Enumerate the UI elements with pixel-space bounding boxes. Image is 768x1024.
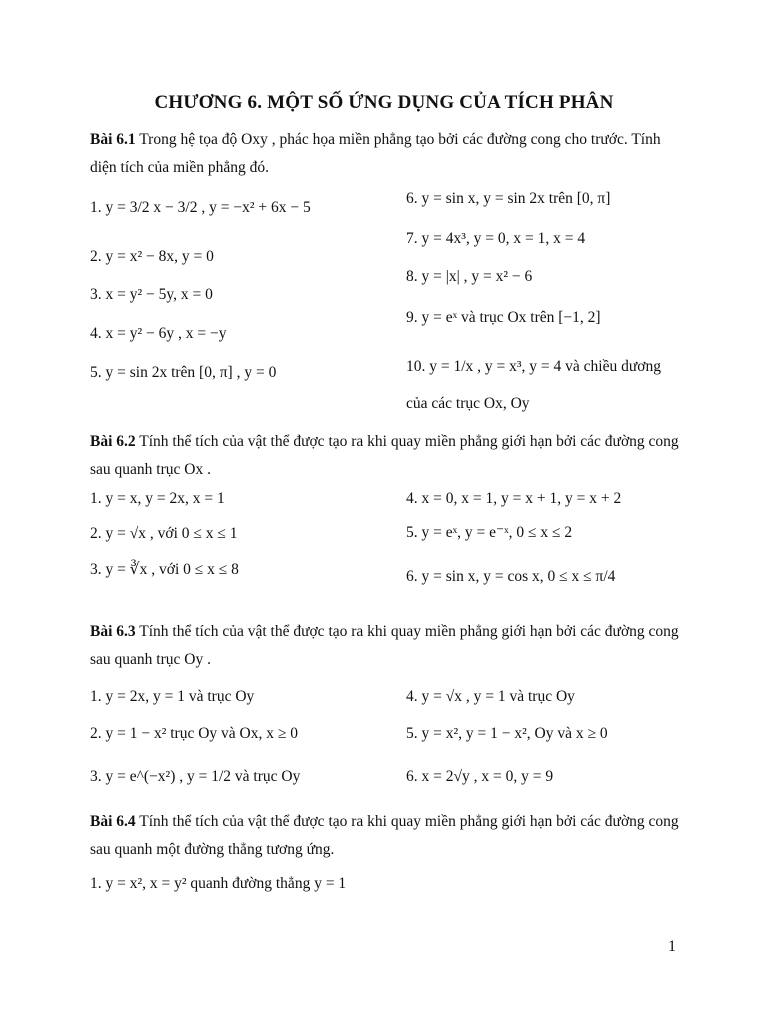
exercise-label: Bài 6.2 xyxy=(90,433,136,450)
exercise-6-1-item-10-cont: của các trục Ox, Oy xyxy=(406,395,530,412)
exercise-6-2-item-6: 6. y = sin x, y = cos x, 0 ≤ x ≤ π/4 xyxy=(406,568,616,585)
page-number: 1 xyxy=(668,938,676,955)
exercise-6-2-item-5: 5. y = eˣ, y = e⁻ˣ, 0 ≤ x ≤ 2 xyxy=(406,524,573,541)
exercise-label: Bài 6.1 xyxy=(90,131,136,148)
exercise-6-1-item-1: 1. y = 3/2 x − 3/2 , y = −x² + 6x − 5 xyxy=(90,199,311,216)
exercise-6-1-item-5: 5. y = sin 2x trên [0, π] , y = 0 xyxy=(90,364,277,381)
chapter-title: CHƯƠNG 6. MỘT SỐ ỨNG DỤNG CỦA TÍCH PHÂN xyxy=(154,92,614,113)
exercise-6-3-item-5: 5. y = x², y = 1 − x², Oy và x ≥ 0 xyxy=(406,725,608,742)
exercise-6-4-statement xyxy=(90,808,690,864)
exercise-6-3-item-1: 1. y = 2x, y = 1 và trục Oy xyxy=(90,688,255,705)
exercise-6-4-item-1: 1. y = x², x = y² quanh đường thẳng y = 1 xyxy=(90,875,347,892)
exercise-6-3-item-6: 6. x = 2√y , x = 0, y = 9 xyxy=(406,768,554,785)
exercise-6-1-statement xyxy=(90,126,690,182)
exercise-6-1-item-2: 2. y = x² − 8x, y = 0 xyxy=(90,248,214,265)
exercise-6-2-item-3: 3. y = ∛x , với 0 ≤ x ≤ 8 xyxy=(90,561,239,578)
exercise-6-1-item-4: 4. x = y² − 6y , x = −y xyxy=(90,325,227,342)
exercise-6-1-item-7: 7. y = 4x³, y = 0, x = 1, x = 4 xyxy=(406,230,586,247)
exercise-6-3-statement xyxy=(90,618,690,674)
exercise-6-1-item-3: 3. x = y² − 5y, x = 0 xyxy=(90,286,213,303)
exercise-6-2-item-1: 1. y = x, y = 2x, x = 1 xyxy=(90,490,225,507)
exercise-6-2-statement xyxy=(90,428,690,484)
exercise-6-3-item-3: 3. y = e^(−x²) , y = 1/2 và trục Oy xyxy=(90,768,301,785)
exercise-6-1-item-6: 6. y = sin x, y = sin 2x trên [0, π] xyxy=(406,190,611,207)
exercise-6-1-item-10: 10. y = 1/x , y = x³, y = 4 và chiều dương xyxy=(406,358,661,375)
exercise-6-1-item-9: 9. y = eˣ và trục Ox trên [−1, 2] xyxy=(406,309,601,326)
exercise-label: Bài 6.4 xyxy=(90,813,136,830)
exercise-text: Tính thể tích của vật thể được tạo ra khi quay miền phẳng giới hạn bởi các đường cong sau quanh trục Oy . xyxy=(90,623,679,668)
exercise-label: Bài 6.3 xyxy=(90,623,136,640)
exercise-6-2-item-2: 2. y = √x , với 0 ≤ x ≤ 1 xyxy=(90,525,238,542)
exercise-text: Tính thể tích của vật thể được tạo ra khi quay miền phẳng giới hạn bởi các đường cong sau quanh một đường thẳng tương ứng. xyxy=(90,813,679,858)
exercise-6-2-item-4: 4. x = 0, x = 1, y = x + 1, y = x + 2 xyxy=(406,490,622,507)
exercise-6-3-item-4: 4. y = √x , y = 1 và trục Oy xyxy=(406,688,575,705)
exercise-text: Trong hệ tọa độ Oxy , phác họa miền phẳng tạo bởi các đường cong cho trước. Tính diện tích của miền phẳng đó. xyxy=(90,131,661,176)
exercise-6-3-item-2: 2. y = 1 − x² trục Oy và Ox, x ≥ 0 xyxy=(90,725,299,742)
exercise-text: Tính thể tích của vật thể được tạo ra khi quay miền phẳng giới hạn bởi các đường cong sau quanh trục Ox . xyxy=(90,433,679,478)
exercise-6-1-item-8: 8. y = |x| , y = x² − 6 xyxy=(406,268,533,285)
